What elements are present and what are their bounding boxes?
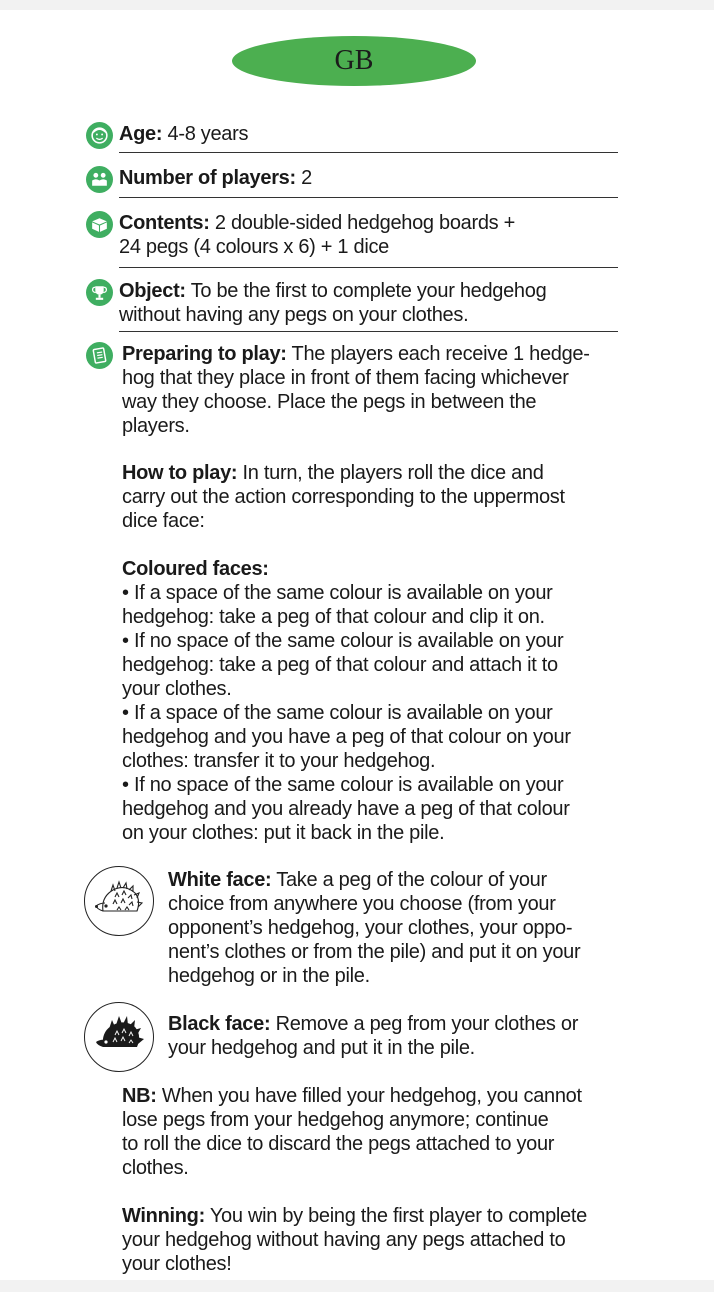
coloured-faces-line: clothes: transfer it to your hedgehog.: [122, 750, 436, 772]
coloured-faces-label: Coloured faces:: [122, 558, 269, 580]
black-face-line1: Remove a peg from your clothes or: [270, 1013, 579, 1035]
coloured-faces-line: • If no space of the same colour is available on your: [122, 630, 564, 652]
coloured-faces-line: hedgehog: take a peg of that colour and attach it to: [122, 654, 558, 676]
winning-label: Winning:: [122, 1205, 205, 1227]
nb-label: NB:: [122, 1085, 157, 1107]
nb-line4: clothes.: [122, 1157, 189, 1179]
coloured-faces-section: [122, 557, 622, 845]
age-label: Age:: [119, 123, 163, 145]
nb-line2: lose pegs from your hedgehog anymore; continue: [122, 1109, 549, 1131]
coloured-faces-line: your clothes.: [122, 678, 232, 700]
coloured-faces-line: • If a space of the same colour is available on your: [122, 702, 553, 724]
preparing-section: [122, 342, 622, 438]
divider: [119, 197, 618, 198]
players-row: [86, 166, 618, 190]
winning-line2: your hedgehog without having any pegs attached to: [122, 1229, 566, 1251]
object-row: [86, 279, 618, 327]
black-face-row: [84, 1000, 624, 1060]
language-badge: [232, 36, 476, 86]
divider: [119, 267, 618, 268]
divider: [119, 152, 618, 153]
winning-line1: You win by being the first player to complete: [204, 1205, 587, 1227]
age-value: 4-8 years: [162, 123, 249, 145]
age-row: [86, 122, 618, 146]
trophy-icon: [86, 279, 113, 306]
preparing-line1: The players each receive 1 hedge-: [286, 343, 590, 365]
child-face-icon: [86, 122, 113, 149]
black-hedgehog-face-icon: [84, 1002, 154, 1072]
divider: [119, 331, 618, 332]
white-hedgehog-face-icon: [84, 866, 154, 936]
nb-section: [122, 1084, 622, 1180]
players-value: 2: [295, 167, 312, 189]
white-face-line2: choice from anywhere you choose (from your: [168, 893, 556, 915]
black-face-label: Black face:: [168, 1013, 271, 1035]
winning-section: [122, 1204, 622, 1276]
coloured-faces-line: • If no space of the same colour is available on your: [122, 774, 564, 796]
how-to-play-label: How to play:: [122, 462, 238, 484]
preparing-line4: players.: [122, 415, 190, 437]
how-to-play-line1: In turn, the players roll the dice and: [237, 462, 544, 484]
contents-row: [86, 211, 618, 259]
players-label: Number of players:: [119, 167, 296, 189]
white-face-line3: opponent’s hedgehog, your clothes, your oppo-: [168, 917, 573, 939]
rules-icon: [86, 342, 113, 369]
players-icon: [86, 166, 113, 193]
how-to-play-line3: dice face:: [122, 510, 205, 532]
nb-line1: When you have filled your hedgehog, you cannot: [156, 1085, 582, 1107]
coloured-faces-line: hedgehog and you already have a peg of that colour: [122, 798, 570, 820]
white-face-line4: nent’s clothes or from the pile) and put it on your: [168, 941, 581, 963]
coloured-faces-line: hedgehog: take a peg of that colour and clip it on.: [122, 606, 545, 628]
object-line2: without having any pegs on your clothes.: [119, 304, 469, 326]
object-line1: To be the first to complete your hedgehog: [185, 280, 547, 302]
top-strip: [0, 0, 714, 10]
preparing-label: Preparing to play:: [122, 343, 287, 365]
winning-line3: your clothes!: [122, 1253, 232, 1275]
preparing-line3: way they choose. Place the pegs in between the: [122, 391, 537, 413]
coloured-faces-line: on your clothes: put it back in the pile.: [122, 822, 445, 844]
black-face-line2: your hedgehog and put it in the pile.: [168, 1037, 475, 1059]
contents-label: Contents:: [119, 212, 210, 234]
white-face-line5: hedgehog or in the pile.: [168, 965, 370, 987]
contents-line2: 24 pegs (4 colours x 6) + 1 dice: [119, 236, 389, 258]
coloured-faces-line: hedgehog and you have a peg of that colour on your: [122, 726, 571, 748]
white-face-row: [84, 866, 624, 988]
contents-line1: 2 double-sided hedgehog boards +: [209, 212, 515, 234]
object-label: Object:: [119, 280, 186, 302]
box-icon: [86, 211, 113, 238]
white-face-line1: Take a peg of the colour of your: [271, 869, 547, 891]
white-face-label: White face:: [168, 869, 272, 891]
language-code: GB: [334, 45, 374, 76]
nb-line3: to roll the dice to discard the pegs attached to your: [122, 1133, 555, 1155]
preparing-line2: hog that they place in front of them facing whichever: [122, 367, 569, 389]
how-to-play-line2: carry out the action corresponding to the uppermost: [122, 486, 565, 508]
how-to-play-section: [122, 461, 622, 533]
bottom-strip: [0, 1280, 714, 1292]
coloured-faces-line: • If a space of the same colour is available on your: [122, 582, 553, 604]
